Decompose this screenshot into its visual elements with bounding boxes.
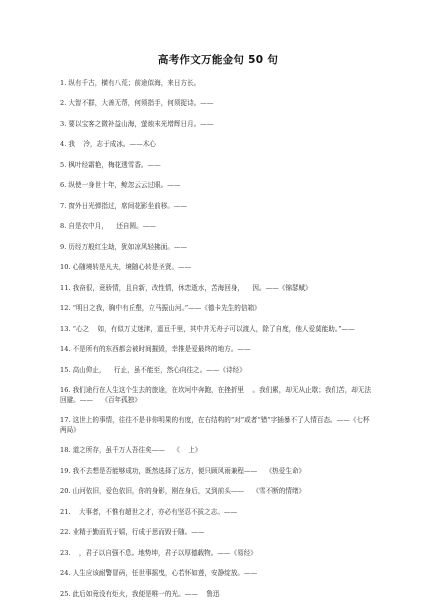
list-item: 17. 这世上的事情，往往不是非你明果的有度，在右结构的“对”或者“错”字插暴不了人情百态。——《七杯两局》	[60, 416, 370, 434]
list-item: 12. “明日之我，胸中有丘壑，立马振山河。”——《德卡先生的信箱》	[60, 304, 261, 313]
list-item: 18. 道之所存，虽千万人吾往矣—— 《 上》	[60, 446, 202, 455]
list-item: 2. 大智不群，大善无帮，何须指手，何须捉诗。——	[60, 99, 214, 108]
list-item: 15. 高山仰止， 行止，虽不能至，然心向往之。——《诗经》	[60, 365, 246, 374]
quote-list	[60, 79, 376, 599]
list-item: 6. 纵使一身世十年，鲸忽云云过眼。——	[60, 181, 181, 190]
list-item: 10. 心随境转是凡夫，境随心转是圣贤。——	[60, 263, 192, 272]
list-item: 4. 我 冷，志于成冰。——木心	[60, 140, 156, 149]
list-item: 3. 要以宝客之微补益山海，萤烛末光增辉日月。——	[60, 119, 214, 128]
list-item: 20. 山河依旧，爱色依旧，你的身影，刚在身后，又到前头—— 《雪不断的情绪》	[60, 487, 306, 496]
list-item: 14. 不是所有的东西都会被时间摧毁，幸推是爱最终的地方。——	[60, 345, 251, 354]
list-item: 23. ，君子以自强不息。地势坤，君子以厚德载物。——《易经》	[60, 548, 257, 557]
list-item: 19. 我不去想是否能够成功，既然选择了远方，便只顾风雨兼程—— 《热爱生命》	[60, 466, 306, 475]
list-item: 9. 历经万般红尘劫，犹如凉风轻拂面。——	[60, 242, 188, 251]
list-item: 1. 纵有千古，横有八荒；前途似海，来日方长。	[60, 79, 201, 87]
list-item: 11. 我奋很，竟骄情，且自新，改性情，休恋逝水，苦海回身， 因。——《锦瑟赋》	[60, 283, 312, 292]
list-item: 8. 自是衣中月， 还自圆。——	[60, 222, 156, 231]
list-item: 24. 人生应该耐警冒码，任世事摇曳，心若怀如莲，安静绽放。——	[60, 569, 258, 578]
page-title: 高考作文万能金句 50 句	[157, 54, 279, 66]
list-item: 5. 枫叶经霜艳，梅花透雪香。——	[60, 160, 161, 169]
list-item: 25. 此后如竟没有炬火，我便是唯一的光。—— 鲁迅	[60, 589, 220, 598]
list-item: 7. 窗外日光弹指过，席间花影坐前移。——	[60, 201, 188, 210]
list-item: 22. 业精于勤而荒于嬉，行成于思而毁于随。——	[60, 528, 205, 537]
list-item: 13. “心之 如，有似万丈迷津，遥亘千里，其中并无舟子可以渡人，除了自度，他人爱莫能助。”——	[60, 324, 355, 333]
list-item: 21. 大事者，不惟有超世之才，亦必有坚忍不拔之志。——	[60, 507, 238, 516]
list-item: 16. 我们途行在人生这个生去的旅途，在坎坷中奔跑，在挫折里 。我们累，却无从止歇；我们苦，却无法回避。—— 《百年孤独》	[60, 386, 372, 404]
